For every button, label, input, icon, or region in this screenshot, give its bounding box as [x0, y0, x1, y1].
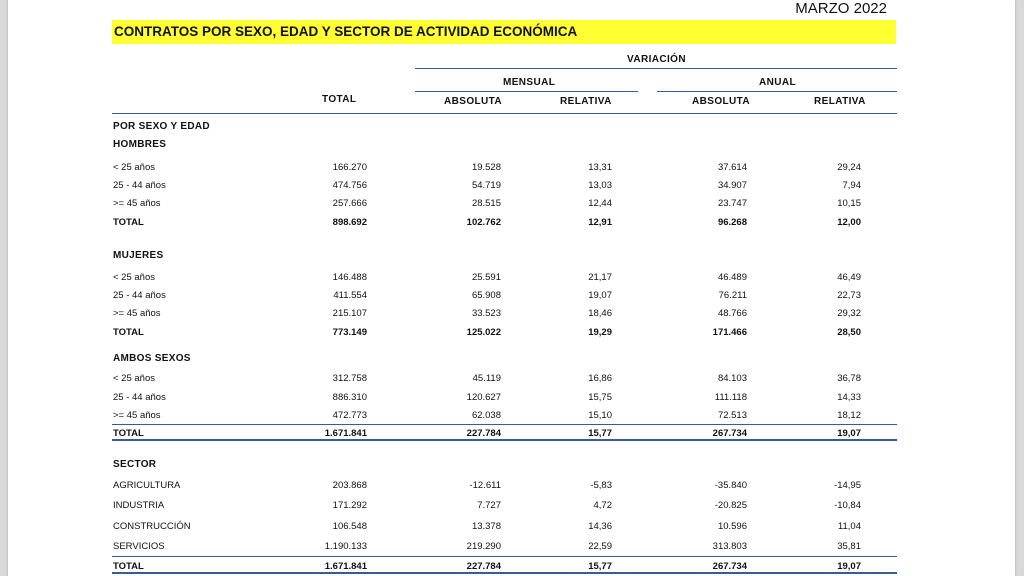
abs-mensual-cell: 25.591 [471, 272, 501, 283]
rel-mensual-cell: 4,72 [593, 500, 612, 511]
total-cell: 898.692 [332, 217, 367, 228]
row-label: < 25 años [113, 272, 155, 283]
abs-anual-cell: 76.211 [718, 290, 747, 301]
rel-anual-cell: 46,49 [837, 272, 861, 283]
table-row [113, 392, 897, 406]
rel-mensual-cell: 14,36 [588, 521, 612, 532]
total-cell: 146.488 [332, 272, 367, 283]
rel-anual-cell: 11,04 [837, 521, 861, 532]
header-anual: ANUAL [759, 77, 796, 88]
abs-mensual-cell: 33.523 [471, 308, 501, 319]
total-cell: 171.292 [332, 500, 367, 511]
abs-anual-cell: 267.734 [712, 561, 747, 572]
total-cell: 411.554 [333, 290, 367, 301]
total-cell: 203.868 [332, 480, 367, 491]
rel-mensual-cell: 19,29 [588, 327, 612, 338]
rel-mensual-cell: 13,31 [588, 162, 612, 173]
rel-mensual-cell: 18,46 [588, 308, 612, 319]
rel-anual-cell: 35,81 [837, 541, 861, 552]
abs-mensual-cell: 62.038 [471, 410, 501, 421]
rel-mensual-cell: 13,03 [588, 180, 612, 191]
report-date: MARZO 2022 [795, 0, 887, 17]
rel-anual-cell: 22,73 [837, 290, 861, 301]
abs-anual-cell: 171.466 [712, 327, 747, 338]
total-cell: 773.149 [332, 327, 367, 338]
total-cell: 474.756 [332, 180, 367, 191]
row-label: 25 - 44 años [113, 290, 166, 301]
row-label: < 25 años [113, 162, 155, 173]
header-variacion: VARIACIÓN [627, 54, 686, 65]
rel-anual-cell: 14,33 [837, 392, 861, 403]
table-total-row [113, 217, 897, 231]
rel-mensual-cell: 15,77 [588, 428, 612, 439]
rel-mensual-cell: -5,83 [590, 480, 612, 491]
total-cell: 166.270 [332, 162, 367, 173]
abs-mensual-cell: 120.627 [466, 392, 501, 403]
row-label: TOTAL [113, 327, 144, 338]
sector-total-top-rule [112, 556, 897, 557]
rel-mensual-cell: 16,86 [588, 373, 612, 384]
header-bottom-rule [112, 113, 897, 114]
row-label: CONSTRUCCIÓN [113, 521, 191, 532]
row-label: < 25 años [113, 373, 155, 384]
header-rule-mensual [415, 91, 638, 92]
header-rule-anual [657, 91, 897, 92]
section-ambos-sexos: AMBOS SEXOS [113, 353, 191, 364]
abs-anual-cell: 46.489 [717, 272, 747, 283]
abs-mensual-cell: 7.727 [477, 500, 501, 511]
abs-mensual-cell: 227.784 [466, 561, 501, 572]
rel-anual-cell: 10,15 [837, 198, 861, 209]
abs-anual-cell: -20.825 [714, 500, 747, 511]
section-por-sexo-edad: POR SEXO Y EDAD [113, 121, 210, 132]
rel-mensual-cell: 21,17 [588, 272, 612, 283]
header-relativa-mensual: RELATIVA [560, 96, 612, 107]
section-mujeres: MUJERES [113, 250, 164, 261]
table-total-row [113, 327, 897, 341]
abs-mensual-cell: 102.762 [466, 217, 501, 228]
abs-mensual-cell: 219.290 [466, 541, 501, 552]
abs-anual-cell: 37.614 [717, 162, 747, 173]
rel-mensual-cell: 15,77 [588, 561, 612, 572]
section-sector: SECTOR [113, 459, 157, 470]
row-label: 25 - 44 años [113, 180, 166, 191]
total-cell: 215.107 [332, 308, 367, 319]
rel-anual-cell: -14,95 [834, 480, 861, 491]
abs-anual-cell: 10.596 [717, 521, 747, 532]
rel-anual-cell: 7,94 [842, 180, 861, 191]
ambos-total-top-rule [112, 424, 897, 425]
rel-anual-cell: 12,00 [837, 217, 861, 228]
rel-anual-cell: 28,50 [837, 327, 861, 338]
header-absoluta-anual: ABSOLUTA [692, 96, 751, 107]
rel-anual-cell: 36,78 [837, 373, 861, 384]
abs-anual-cell: 96.268 [717, 217, 747, 228]
header-absoluta-mensual: ABSOLUTA [444, 96, 503, 107]
abs-anual-cell: 84.103 [717, 373, 747, 384]
rel-mensual-cell: 22,59 [588, 541, 612, 552]
table-row [113, 541, 897, 555]
table-row [113, 500, 897, 514]
abs-mensual-cell: 45.119 [472, 373, 501, 384]
rel-mensual-cell: 19,07 [588, 290, 612, 301]
total-cell: 106.548 [332, 521, 367, 532]
row-label: TOTAL [113, 561, 144, 572]
row-label: TOTAL [113, 428, 144, 439]
abs-anual-cell: 48.766 [717, 308, 747, 319]
row-label: >= 45 años [113, 410, 161, 421]
total-cell: 1.190.133 [324, 541, 367, 552]
table-row [113, 410, 897, 424]
total-cell: 886.310 [332, 392, 367, 403]
rel-mensual-cell: 12,44 [588, 198, 612, 209]
abs-mensual-cell: -12.611 [469, 480, 501, 491]
rel-anual-cell: -10,84 [834, 500, 861, 511]
row-label: TOTAL [113, 217, 144, 228]
table-title: CONTRATOS POR SEXO, EDAD Y SECTOR DE ACTIVIDAD ECONÓMICA [112, 20, 896, 44]
sector-total-bottom-rule [112, 572, 897, 574]
abs-mensual-cell: 227.784 [466, 428, 501, 439]
abs-mensual-cell: 13.378 [471, 521, 501, 532]
header-total: TOTAL [322, 94, 357, 105]
abs-mensual-cell: 125.022 [466, 327, 501, 338]
abs-anual-cell: 313.803 [712, 541, 747, 552]
header-mensual: MENSUAL [503, 77, 556, 88]
table-row [113, 272, 897, 286]
rel-anual-cell: 19,07 [837, 428, 861, 439]
table-row [113, 198, 897, 212]
abs-anual-cell: 23.747 [717, 198, 747, 209]
abs-mensual-cell: 54.719 [471, 180, 501, 191]
abs-anual-cell: 111.118 [714, 392, 747, 403]
row-label: >= 45 años [113, 308, 161, 319]
row-label: AGRICULTURA [113, 480, 181, 491]
abs-anual-cell: 34.907 [717, 180, 747, 191]
abs-mensual-cell: 19.528 [471, 162, 501, 173]
total-cell: 1.671.841 [324, 428, 367, 439]
rel-anual-cell: 29,24 [837, 162, 861, 173]
abs-anual-cell: -35.840 [714, 480, 747, 491]
abs-anual-cell: 267.734 [712, 428, 747, 439]
total-cell: 472.773 [332, 410, 367, 421]
rel-anual-cell: 19,07 [837, 561, 861, 572]
table-row [113, 162, 897, 176]
row-label: >= 45 años [113, 198, 161, 209]
section-hombres: HOMBRES [113, 139, 167, 150]
rel-mensual-cell: 12,91 [588, 217, 612, 228]
total-cell: 257.666 [332, 198, 367, 209]
rel-mensual-cell: 15,75 [588, 392, 612, 403]
table-row [113, 373, 897, 387]
table-row [113, 180, 897, 194]
table-row [113, 521, 897, 535]
abs-anual-cell: 72.513 [717, 410, 747, 421]
row-label: INDUSTRIA [113, 500, 165, 511]
ambos-total-bottom-rule [112, 439, 897, 441]
abs-mensual-cell: 28.515 [471, 198, 501, 209]
rel-anual-cell: 29,32 [837, 308, 861, 319]
table-row [113, 480, 897, 494]
row-label: 25 - 44 años [113, 392, 166, 403]
total-cell: 1.671.841 [324, 561, 367, 572]
row-label: SERVICIOS [113, 541, 165, 552]
table-row [113, 290, 897, 304]
abs-mensual-cell: 65.908 [471, 290, 501, 301]
document-page [8, 0, 1015, 576]
header-relativa-anual: RELATIVA [814, 96, 866, 107]
table-row [113, 308, 897, 322]
rel-mensual-cell: 15,10 [588, 410, 612, 421]
rel-anual-cell: 18,12 [837, 410, 861, 421]
total-cell: 312.758 [332, 373, 367, 384]
header-rule-variacion [415, 68, 897, 69]
